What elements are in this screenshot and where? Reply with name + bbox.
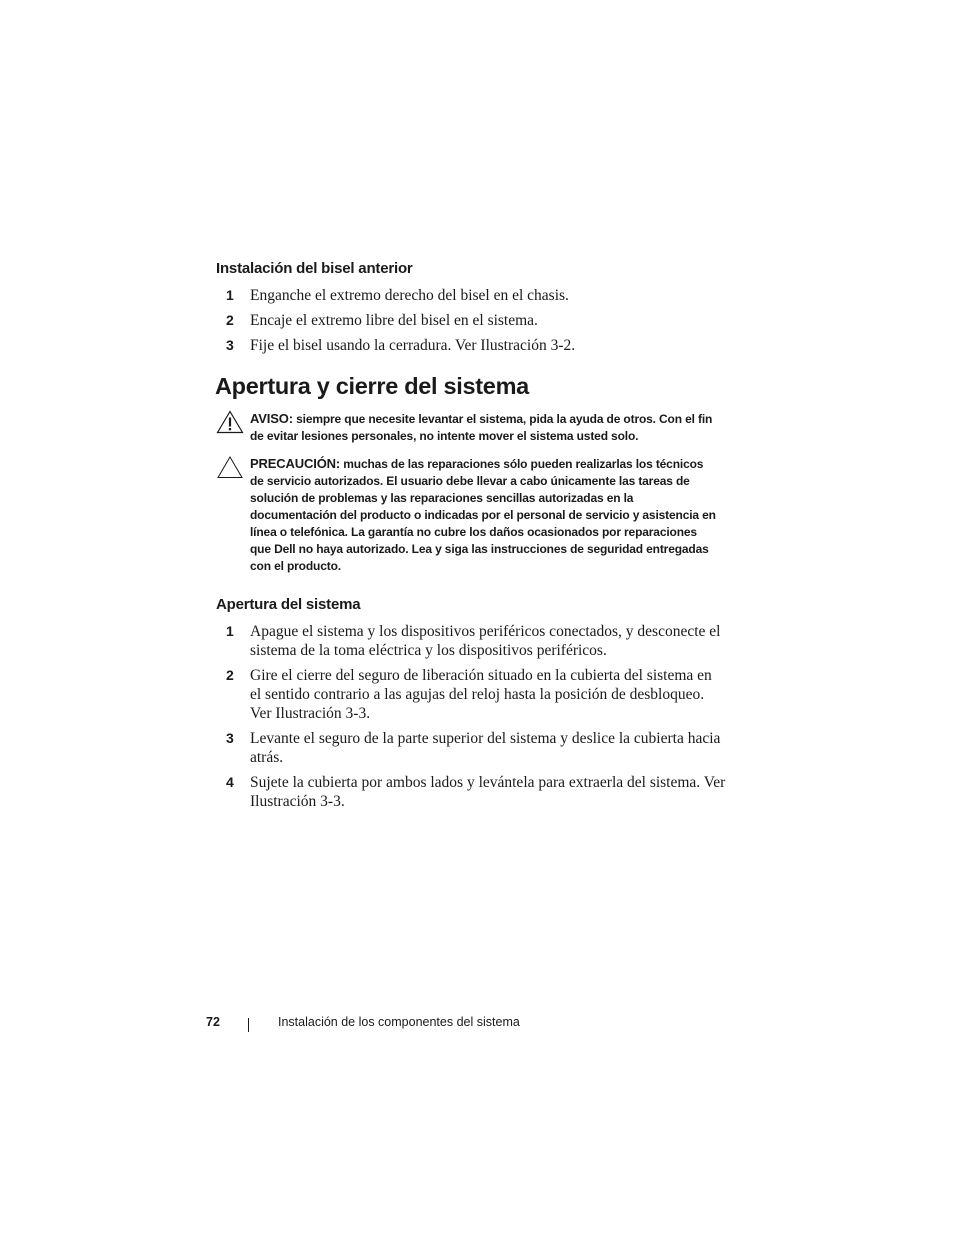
list-item (226, 336, 726, 355)
step-text: Sujete la cubierta por ambos lados y levántela para extraerla del sistema. Ver Ilustración 3-3. (250, 774, 726, 810)
caution-notice (216, 455, 716, 575)
list-item (226, 311, 726, 330)
list-item (226, 729, 726, 767)
step-text: Encaje el extremo libre del bisel en el sistema. (250, 312, 538, 329)
open-system-steps (226, 622, 726, 817)
step-number: 1 (226, 287, 234, 303)
step-number: 3 (226, 730, 234, 746)
warning-triangle-icon (216, 410, 244, 434)
warning-notice (216, 410, 716, 445)
list-item (226, 286, 726, 305)
page-number: 72 (206, 1015, 220, 1029)
running-head: Instalación de los componentes del sistema (278, 1015, 520, 1029)
step-text: Apague el sistema y los dispositivos periféricos conectados, y desconecte el sistema de la toma eléctrica y los dispositivos periféricos. (250, 623, 721, 659)
warning-text (250, 410, 716, 445)
step-number: 2 (226, 667, 234, 683)
subsection-title-open-system: Apertura del sistema (216, 596, 361, 613)
warning-body: siempre que necesite levantar el sistema, pida la ayuda de otros. Con el fin de evitar lesiones personales, no intente mover el sistema usted solo. (250, 412, 713, 443)
step-number: 3 (226, 337, 234, 353)
section-title-open-close: Apertura y cierre del sistema (215, 373, 529, 399)
step-text: Gire el cierre del seguro de liberación situado en la cubierta del sistema en el sentido contrario a las agujas del reloj hasta la posición de desbloqueo. Ver Ilustración 3-3. (250, 667, 712, 722)
list-item (226, 666, 726, 723)
install-bezel-steps (226, 286, 726, 361)
list-item (226, 622, 726, 660)
subsection-title-install-bezel: Instalación del bisel anterior (216, 260, 413, 277)
caution-triangle-icon (216, 455, 244, 479)
step-number: 4 (226, 774, 234, 790)
step-text: Enganche el extremo derecho del bisel en el chasis. (250, 287, 569, 304)
step-number: 1 (226, 623, 234, 639)
step-number: 2 (226, 312, 234, 328)
step-text: Fije el bisel usando la cerradura. Ver Ilustración 3-2. (250, 337, 576, 354)
footer-separator (248, 1018, 249, 1032)
list-item (226, 773, 726, 811)
caution-text (250, 455, 716, 575)
step-text: Levante el seguro de la parte superior del sistema y deslice la cubierta hacia atrás. (250, 730, 721, 766)
caution-label: PRECAUCIÓN: (250, 456, 341, 471)
caution-body: muchas de las reparaciones sólo pueden realizarlas los técnicos de servicio autorizados. El usuario debe llevar a cabo únicamente las tareas de solución de problemas y las reparaciones sencillas autorizadas en la documentación del producto o indicadas por el personal de servicio y asistencia en línea o telefónica. La garantía no cubre los daños ocasionados por reparaciones que Dell no haya autorizado. Lea y siga las instrucciones de seguridad entregadas con el producto. (250, 457, 716, 573)
warning-label: AVISO: (250, 411, 293, 426)
